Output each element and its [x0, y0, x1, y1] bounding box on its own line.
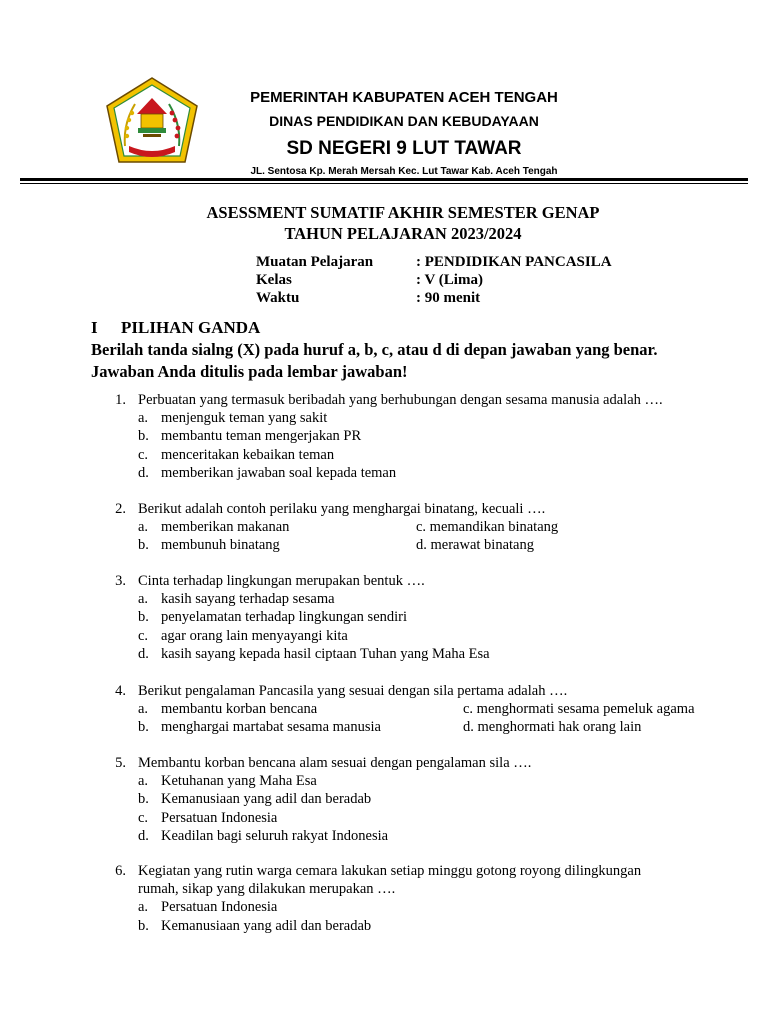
question-text: Cinta terhadap lingkungan merupakan bentuk …. [138, 573, 425, 589]
meta-label: Waktu [256, 290, 300, 306]
option-text[interactable]: d. menghormati hak orang lain [463, 719, 642, 736]
exam-title: ASESSMENT SUMATIF AKHIR SEMESTER GENAP [206, 203, 600, 222]
option-text[interactable]: kasih sayang kepada hasil ciptaan Tuhan yang Maha Esa [161, 645, 490, 662]
meta-label: Muatan Pelajaran [256, 254, 374, 270]
meta-value: : 90 menit [416, 290, 481, 306]
option-letter: b. [138, 428, 149, 445]
option-letter: c. [138, 446, 149, 463]
option-text[interactable]: c. menghormati sesama pemeluk agama [463, 701, 695, 718]
header-line-2: DINAS PENDIDIKAN DAN KEBUDAYAAN [269, 113, 539, 129]
option-letter: b. [138, 917, 149, 934]
question-text: Kegiatan yang rutin warga cemara lakukan setiap minggu gotong royong dilingkungan [138, 863, 642, 879]
question-2 [0, 500, 768, 554]
option-text[interactable]: c. memandikan binatang [416, 519, 559, 536]
exam-meta [256, 254, 656, 308]
option-letter: a. [138, 773, 149, 790]
option-letter: a. [138, 899, 149, 916]
option-letter: a. [138, 519, 149, 536]
option-text[interactable]: kasih sayang terhadap sesama [161, 591, 335, 608]
option-text[interactable]: Keadilan bagi seluruh rakyat Indonesia [161, 827, 389, 844]
option-letter: b. [138, 537, 149, 554]
section-heading [91, 318, 261, 338]
question-6 [0, 862, 768, 942]
option-letter: d. [138, 827, 149, 844]
meta-value: : V (Lima) [416, 272, 483, 288]
meta-row-subject [256, 254, 656, 272]
question-number: 5. [115, 755, 126, 771]
meta-row-class [256, 272, 656, 290]
question-number: 1. [115, 392, 126, 408]
option-text[interactable]: membantu korban bencana [161, 701, 318, 718]
option-text[interactable]: d. merawat binatang [416, 537, 534, 554]
question-5 [0, 754, 768, 844]
option-text[interactable]: Kemanusiaan yang adil dan beradab [161, 917, 372, 934]
option-letter: b. [138, 791, 149, 808]
meta-row-time [256, 290, 656, 308]
option-text[interactable]: Persatuan Indonesia [161, 809, 278, 826]
option-text[interactable]: penyelamatan terhadap lingkungan sendiri [161, 609, 408, 626]
option-text[interactable]: Ketuhanan yang Maha Esa [161, 773, 317, 790]
option-text[interactable]: agar orang lain menyayangi kita [161, 627, 348, 644]
header-line-1: PEMERINTAH KABUPATEN ACEH TENGAH [250, 89, 558, 106]
option-text[interactable]: menceritakan kebaikan teman [161, 446, 335, 463]
section-instruction-1: Berilah tanda sialng (X) pada huruf a, b, c, atau d di depan jawaban yang benar. [91, 340, 658, 359]
option-text[interactable]: menghargai martabat sesama manusia [161, 719, 381, 736]
option-text[interactable]: Kemanusiaan yang adil dan beradab [161, 791, 372, 808]
school-address: JL. Sentosa Kp. Merah Mersah Kec. Lut Tawar Kab. Aceh Tengah [250, 166, 558, 177]
option-letter: b. [138, 609, 149, 626]
option-letter: c. [138, 627, 149, 644]
question-text: Membantu korban bencana alam sesuai dengan pengalaman sila …. [138, 755, 532, 771]
question-text: Perbuatan yang termasuk beribadah yang berhubungan dengan sesama manusia adalah …. [138, 392, 663, 408]
section-title: PILIHAN GANDA [121, 318, 261, 337]
question-text: Berikut pengalaman Pancasila yang sesuai dengan sila pertama adalah …. [138, 683, 568, 699]
option-text[interactable]: membunuh binatang [161, 537, 280, 554]
meta-label: Kelas [256, 272, 292, 288]
option-text[interactable]: menjenguk teman yang sakit [161, 410, 328, 427]
question-text: Berikut adalah contoh perilaku yang menghargai binatang, kecuali …. [138, 501, 546, 517]
option-text[interactable]: Persatuan Indonesia [161, 899, 278, 916]
option-letter: d. [138, 645, 149, 662]
option-text[interactable]: memberikan makanan [161, 519, 290, 536]
meta-value: : PENDIDIKAN PANCASILA [416, 254, 612, 270]
section-instruction-2: Jawaban Anda ditulis pada lembar jawaban! [91, 362, 408, 381]
option-letter: d. [138, 464, 149, 481]
question-number: 4. [115, 683, 126, 699]
question-text-line-2: rumah, sikap yang dilakukan merupakan …. [138, 881, 396, 898]
exam-year: TAHUN PELAJARAN 2023/2024 [284, 224, 522, 243]
option-letter: a. [138, 701, 149, 718]
option-letter: a. [138, 410, 149, 427]
question-1 [0, 391, 768, 481]
question-number: 3. [115, 573, 126, 589]
question-number: 6. [115, 863, 126, 879]
option-letter: a. [138, 591, 149, 608]
option-letter: c. [138, 809, 149, 826]
option-text[interactable]: memberikan jawaban soal kepada teman [161, 464, 397, 481]
question-number: 2. [115, 501, 126, 517]
question-4 [0, 682, 768, 736]
letterhead-rule-thin [20, 183, 748, 184]
question-3 [0, 572, 768, 662]
option-letter: b. [138, 719, 149, 736]
section-number: I [91, 318, 98, 337]
letterhead-rule-thick [20, 178, 748, 181]
option-text[interactable]: membantu teman mengerjakan PR [161, 428, 362, 445]
school-name: SD NEGERI 9 LUT TAWAR [286, 138, 522, 159]
